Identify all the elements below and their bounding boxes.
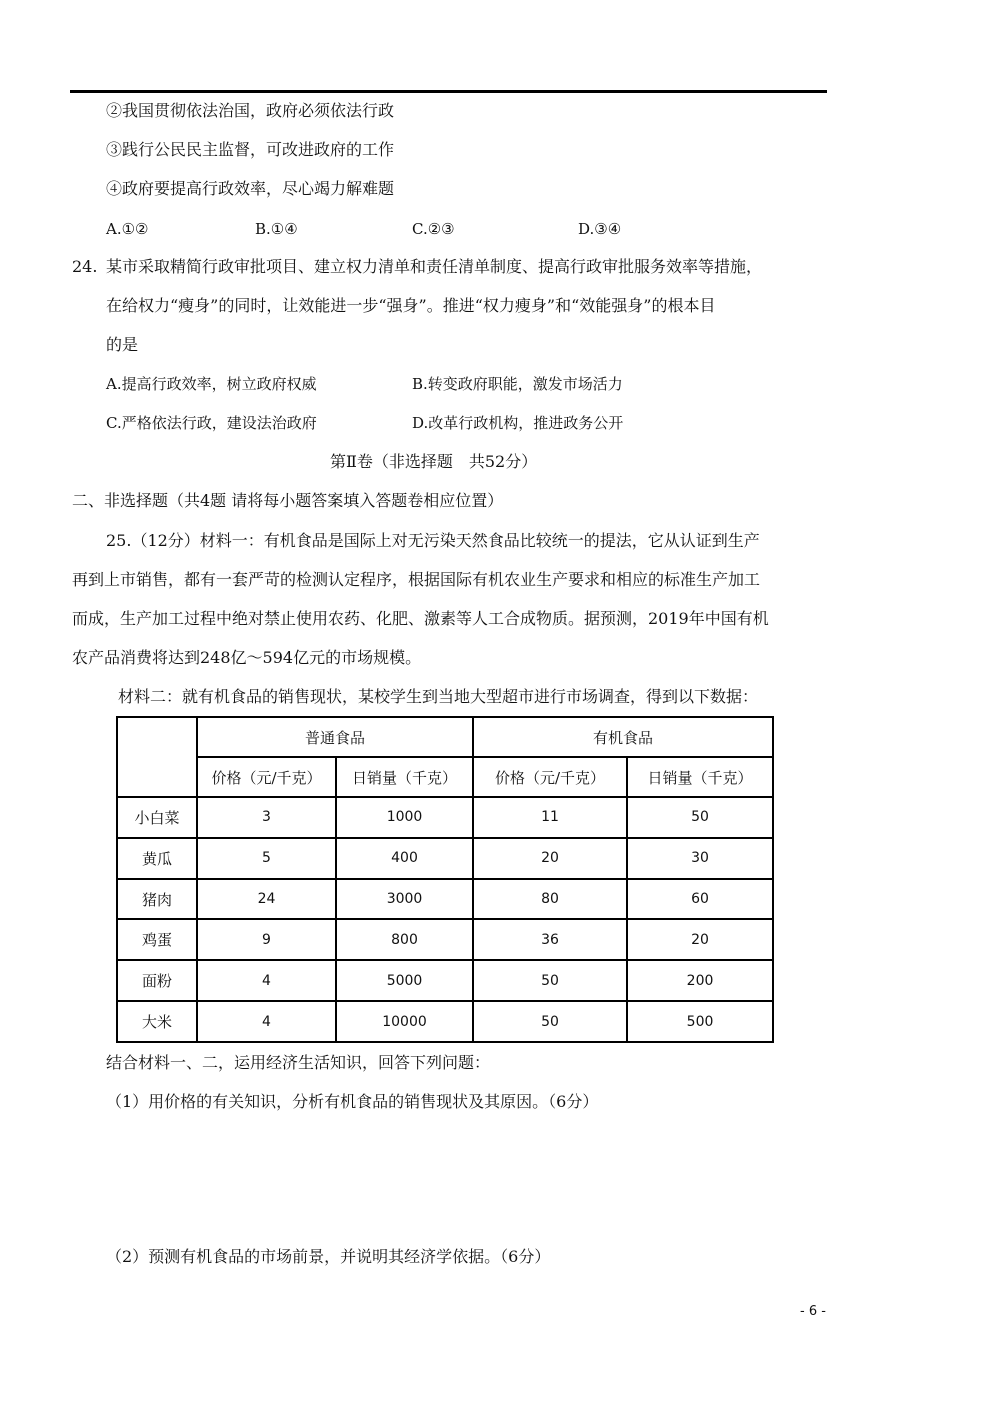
organic-sales: 500 [627,1001,773,1042]
table-row [117,879,773,920]
q25-sub2: （2）预测有机食品的市场前景，并说明其经济学依据。（6分） [106,1247,551,1266]
q24-choice-d: D.改革行政机构，推进政务公开 [412,414,624,432]
organic-sales: 200 [627,960,773,1001]
organic-price: 50 [473,1001,627,1042]
regular-price: 4 [197,1001,336,1042]
q25-material1-line-3: 而成，生产加工过程中绝对禁止使用农药、化肥、激素等人工合成物质。据预测，2019年中国有机 [72,609,769,628]
page-number: - 6 - [800,1304,826,1319]
regular-sales: 10000 [336,1001,473,1042]
regular-sales: 1000 [336,797,473,838]
row-item: 面粉 [117,960,197,1001]
q23-choice-c: C.②③ [412,220,455,238]
row-item: 鸡蛋 [117,919,197,960]
organic-price: 50 [473,960,627,1001]
q23-option-4: ④政府要提高行政效率，尽心竭力解难题 [106,179,395,198]
q24-stem-line-3: 的是 [106,335,139,354]
organic-price: 20 [473,838,627,879]
q23-choice-b: B.①④ [255,220,298,238]
table-row [117,1001,773,1042]
regular-price: 9 [197,919,336,960]
regular-price: 4 [197,960,336,1001]
q25-material1-line-4: 农产品消费将达到248亿～594亿元的市场规模。 [72,648,422,667]
q25-material1-line-1: 25.（12分）材料一：有机食品是国际上对无污染天然食品比较统一的提法，它从认证到生产 [106,531,760,550]
q25-material2-intro: 材料二：就有机食品的销售现状，某校学生到当地大型超市进行市场调查，得到以下数据： [118,687,759,706]
organic-price: 36 [473,919,627,960]
row-item: 小白菜 [117,797,197,838]
row-item: 大米 [117,1001,197,1042]
q24-stem-line-1: 某市采取精简行政审批项目、建立权力清单和责任清单制度、提高行政审批服务效率等措施， [106,257,763,276]
regular-price: 24 [197,879,336,920]
q25-material1-line-2: 再到上市销售，都有一套严苛的检测认定程序，根据国际有机农业生产要求和相应的标准生产加工 [72,570,761,589]
q24-choice-b: B.转变政府职能，激发市场活力 [412,375,623,393]
q23-choice-d: D.③④ [578,220,622,238]
q24-number: 24. [72,257,98,276]
subheader-organic-sales: 日销量（千克） [627,757,773,797]
organic-sales: 30 [627,838,773,879]
organic-sales: 50 [627,797,773,838]
q25-sub1: （1）用价格的有关知识，分析有机食品的销售现状及其原因。（6分） [106,1092,599,1111]
survey-table [116,716,774,1043]
section2-title: 第Ⅱ卷（非选择题 共52分） [330,452,538,471]
subheader-organic-price: 价格（元/千克） [473,757,627,797]
organic-sales: 20 [627,919,773,960]
regular-price: 3 [197,797,336,838]
subheader-regular-sales: 日销量（千克） [336,757,473,797]
regular-sales: 5000 [336,960,473,1001]
regular-sales: 400 [336,838,473,879]
q24-stem-line-2: 在给权力“瘦身”的同时，让效能进一步“强身”。推进“权力瘦身”和“效能强身”的根本目 [106,296,716,315]
organic-price: 80 [473,879,627,920]
q25-prompt: 结合材料一、二，运用经济生活知识，回答下列问题： [106,1053,491,1072]
q23-choice-a: A.①② [106,220,149,238]
row-item: 猪肉 [117,879,197,920]
table-corner-cell [117,717,197,797]
table-row [117,838,773,879]
table-row [117,960,773,1001]
section2-instruction: 二、非选择题（共4题 请将每小题答案填入答题卷相应位置） [72,491,504,510]
table-row [117,919,773,960]
q24-choice-a: A.提高行政效率，树立政府权威 [106,375,317,393]
subheader-regular-price: 价格（元/千克） [197,757,336,797]
header-regular-food: 普通食品 [197,717,473,757]
header-organic-food: 有机食品 [473,717,773,757]
q23-option-2: ②我国贯彻依法治国，政府必须依法行政 [106,101,395,120]
regular-sales: 800 [336,919,473,960]
regular-price: 5 [197,838,336,879]
organic-sales: 60 [627,879,773,920]
regular-sales: 3000 [336,879,473,920]
table-row [117,797,773,838]
row-item: 黄瓜 [117,838,197,879]
q23-option-3: ③践行公民民主监督，可改进政府的工作 [106,140,395,159]
q24-choice-c: C.严格依法行政，建设法治政府 [106,414,317,432]
top-rule [70,90,827,93]
organic-price: 11 [473,797,627,838]
